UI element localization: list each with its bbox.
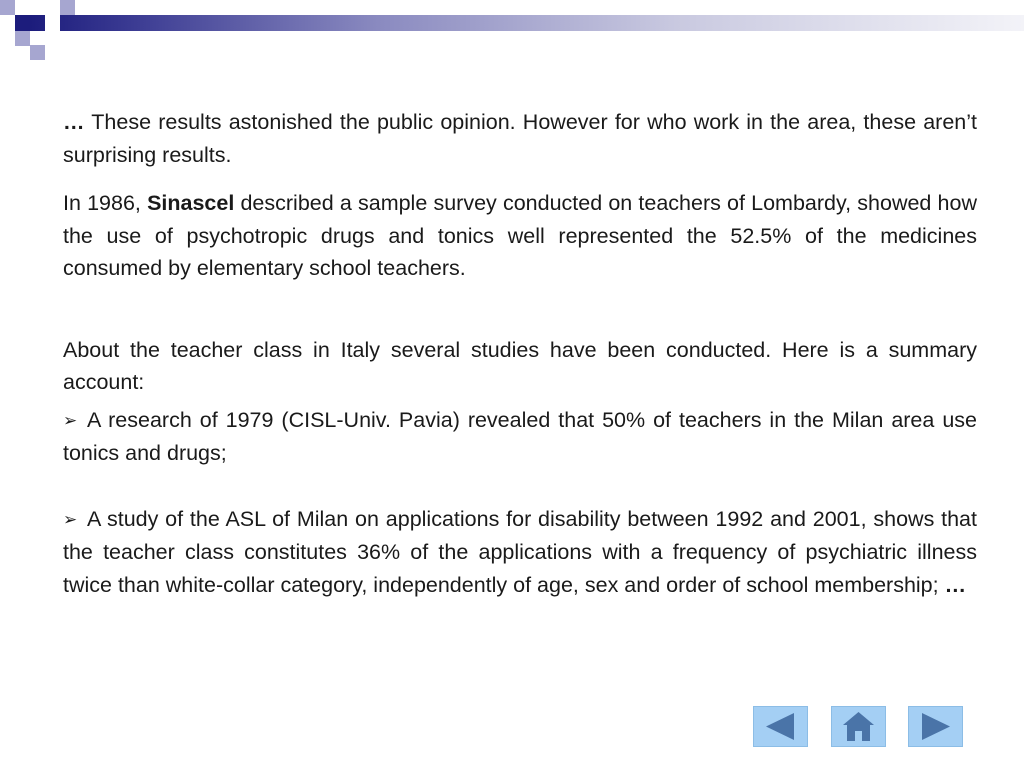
arrow-bullet-icon: ➢ <box>63 509 78 530</box>
paragraph-text: In 1986, <box>63 191 148 215</box>
header-square <box>15 15 30 31</box>
slide-body <box>63 106 977 601</box>
paragraph-text: described a sample survey conducted on teachers of Lombardy, showed how the use of psychotropic drugs and tonics well represented the 52.5% of the medicines consumed by elementary school teachers. <box>63 191 977 280</box>
bullet-item <box>63 404 977 470</box>
ellipsis: … <box>63 110 85 134</box>
ellipsis: … <box>944 572 967 597</box>
previous-slide-button[interactable] <box>753 706 808 747</box>
header-square <box>45 15 60 31</box>
paragraph-sinascel <box>63 187 977 285</box>
paragraph-summary <box>63 334 977 399</box>
paragraph-intro <box>63 106 977 171</box>
paragraph-text: About the teacher class in Italy several studies have been conducted. Here is a summary account: <box>63 337 977 394</box>
next-slide-button[interactable] <box>908 706 963 747</box>
author-name: Sinascel <box>147 191 235 215</box>
paragraph-text: These results astonished the public opinion. However for who work in the area, these aren’t surprising results. <box>63 110 977 167</box>
header-square <box>0 0 15 15</box>
bullet-item <box>63 503 977 602</box>
triangle-left-icon <box>754 707 807 746</box>
header-square <box>15 31 30 46</box>
arrow-bullet-icon: ➢ <box>63 410 78 431</box>
header-gradient-band <box>30 15 1024 31</box>
header-square <box>30 45 45 60</box>
home-icon <box>832 707 885 746</box>
triangle-right-icon <box>909 707 962 746</box>
home-button[interactable] <box>831 706 886 747</box>
bullet-text: A study of the ASL of Milan on applications for disability between 1992 and 2001, shows that the teacher class constitutes 36% of the applications with a frequency of psychiatric illness twice than white-collar category, independently of age, sex and order of school membership; <box>63 506 977 597</box>
bullet-text: A research of 1979 (CISL-Univ. Pavia) revealed that 50% of teachers in the Milan area use tonics and drugs; <box>63 407 977 465</box>
header-square <box>60 0 75 15</box>
